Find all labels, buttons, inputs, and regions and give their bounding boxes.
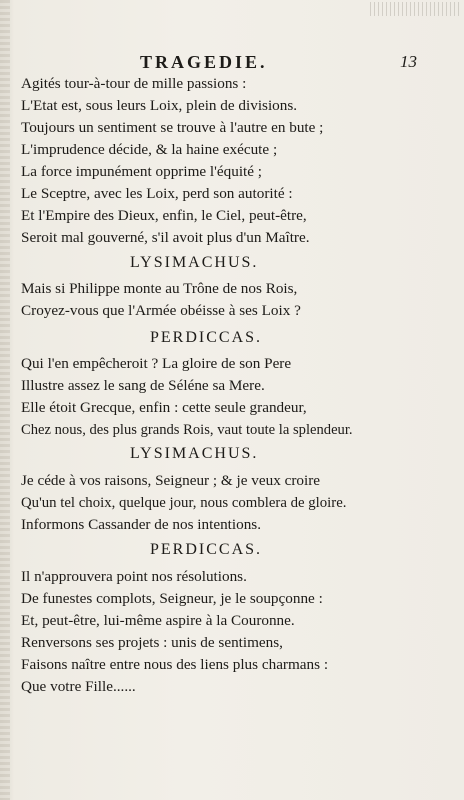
- page-header: [0, 52, 464, 76]
- verse-line: Faisons naître entre nous des liens plus charmans :: [21, 656, 329, 673]
- verse-line: Je céde à vos raisons, Seigneur ; & je veux croire: [21, 472, 321, 489]
- verse-line: De funestes complots, Seigneur, je le soupçonne :: [21, 590, 323, 607]
- speaker-name: PERDICCAS.: [150, 541, 263, 558]
- verse-line: La force impunément opprime l'équité ;: [21, 163, 263, 180]
- verse-line: Renversons ses projets : unis de sentimens,: [21, 634, 283, 651]
- verse-line: Seroit mal gouverné, s'il avoit plus d'un Maître.: [21, 229, 310, 246]
- speaker-name: LYSIMACHUS.: [130, 445, 259, 462]
- verse-line: Mais si Philippe monte au Trône de nos Rois,: [21, 280, 298, 297]
- verse-line: L'Etat est, sous leurs Loix, plein de divisions.: [21, 97, 298, 114]
- page-edge-marks: [370, 2, 460, 16]
- verse-line: Qu'un tel choix, quelque jour, nous comblera de gloire.: [21, 495, 347, 511]
- verse-line: Que votre Fille......: [21, 678, 136, 695]
- verse-line: Illustre assez le sang de Séléne sa Mere.: [21, 377, 265, 394]
- verse-line: Il n'approuvera point nos résolutions.: [21, 568, 247, 585]
- speaker-name: PERDICCAS.: [150, 329, 263, 346]
- verse-line: Toujours un sentiment se trouve à l'autre en bute ;: [21, 119, 324, 136]
- verse-line: Le Sceptre, avec les Loix, perd son autorité :: [21, 185, 293, 202]
- verse-line: Elle étoit Grecque, enfin : cette seule grandeur,: [21, 399, 307, 416]
- verse-line: Informons Cassander de nos intentions.: [21, 516, 262, 533]
- verse-line: Agités tour-à-tour de mille passions :: [21, 75, 247, 92]
- speaker-name: LYSIMACHUS.: [130, 254, 259, 271]
- page-gutter: [0, 0, 10, 800]
- page-number: 13: [400, 52, 417, 71]
- verse-line: L'imprudence décide, & la haine exécute ;: [21, 141, 278, 158]
- verse-line: Croyez-vous que l'Armée obéisse à ses Loix ?: [21, 302, 301, 319]
- verse-line: Qui l'en empêcheroit ? La gloire de son Pere: [21, 355, 292, 372]
- verse-line: Et l'Empire des Dieux, enfin, le Ciel, peut-être,: [21, 207, 307, 224]
- verse-line: Chez nous, des plus grands Rois, vaut toute la splendeur.: [21, 422, 353, 438]
- running-title: TRAGEDIE.: [140, 52, 268, 72]
- verse-line: Et, peut-être, lui-même aspire à la Couronne.: [21, 612, 295, 629]
